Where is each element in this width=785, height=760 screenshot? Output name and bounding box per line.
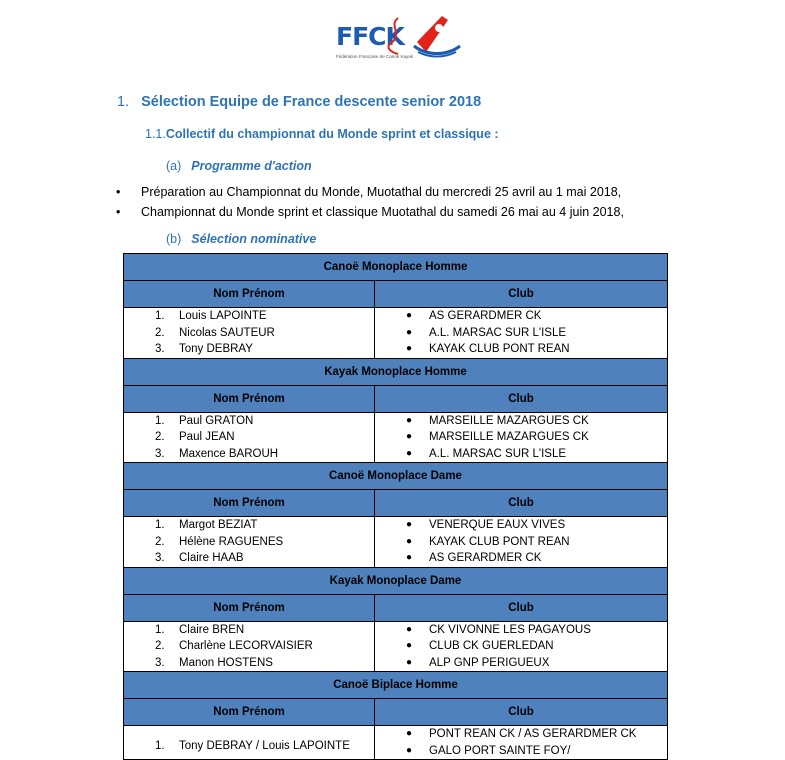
- cell-text: ALP GNP PERIGUEUX: [429, 656, 550, 669]
- column-header-row: [124, 490, 668, 517]
- list-item: [115, 182, 624, 202]
- athlete-name: [124, 446, 374, 463]
- row-number: 2.: [155, 326, 165, 339]
- bullet-icon: •: [116, 185, 121, 199]
- heading-number: 1.: [117, 94, 130, 110]
- cell-text: Manon HOSTENS: [179, 656, 273, 669]
- row-number: 1.: [155, 740, 165, 752]
- club-name: [375, 655, 667, 672]
- club-name: [375, 446, 667, 463]
- athlete-name: [124, 622, 374, 639]
- cell-text: A.L. MARSAC SUR L'ISLE: [429, 326, 567, 339]
- category-row: [124, 358, 668, 385]
- cell-text: MARSEILLE MAZARGUES CK: [429, 431, 589, 443]
- column-header-name: Nom Prénom: [124, 490, 375, 517]
- category-row: [124, 567, 668, 594]
- cell-text: VENERQUE EAUX VIVES: [429, 519, 566, 531]
- bullet-icon: ●: [406, 519, 413, 530]
- bullet-icon: ●: [406, 310, 413, 321]
- section-heading-1: [117, 94, 481, 110]
- clubs-cell: [375, 412, 668, 463]
- club-name: [375, 726, 667, 743]
- club-name: [375, 429, 667, 446]
- athlete-name: [124, 550, 374, 567]
- cell-text: Margot BEZIAT: [179, 519, 258, 531]
- clubs-cell: [375, 308, 668, 359]
- row-number: 3.: [155, 343, 165, 355]
- column-header-name: Nom Prénom: [124, 281, 375, 308]
- category-title: Canoë Monoplace Homme: [124, 254, 668, 281]
- category-row: [124, 463, 668, 490]
- names-cell: [124, 308, 375, 359]
- row-number: 2.: [155, 535, 165, 548]
- cell-text: AS GERARDMER CK: [429, 310, 542, 322]
- bullet-icon: ●: [406, 552, 413, 563]
- club-name: [375, 413, 667, 430]
- heading-number: (a): [166, 159, 182, 173]
- clubs-cell: [375, 621, 668, 672]
- athlete-name: [124, 534, 374, 551]
- athlete-name: [124, 341, 374, 358]
- athlete-name: [124, 325, 374, 342]
- bullet-icon: ●: [406, 447, 413, 459]
- section-heading-1-1: [145, 127, 499, 141]
- athlete-name: [124, 429, 374, 446]
- athletes-row: [124, 412, 668, 463]
- bullet-icon: ●: [406, 623, 413, 635]
- athlete-name: [124, 413, 374, 430]
- club-name: [375, 308, 667, 325]
- column-header-club: Club: [375, 281, 668, 308]
- ffck-wordmark: FFCK: [336, 22, 404, 51]
- athlete-name: [124, 738, 374, 755]
- swirl-icon: [384, 16, 406, 56]
- bullet-icon: ●: [406, 728, 413, 739]
- row-number: 2.: [155, 640, 165, 652]
- column-header-club: Club: [375, 385, 668, 412]
- column-header-name: Nom Prénom: [124, 385, 375, 412]
- row-number: 2.: [155, 431, 165, 443]
- subheading-selection: [166, 232, 316, 246]
- row-number: 1.: [155, 310, 165, 322]
- names-cell: [124, 621, 375, 672]
- cell-text: Tony DEBRAY / Louis LAPOINTE: [179, 740, 350, 752]
- cell-text: Nicolas SAUTEUR: [179, 326, 275, 339]
- club-name: [375, 517, 667, 534]
- heading-text: Sélection Equipe de France descente senior 2018: [141, 94, 482, 110]
- ffck-logo: [336, 10, 466, 62]
- cell-text: KAYAK CLUB PONT REAN: [429, 535, 570, 548]
- column-header-row: [124, 281, 668, 308]
- club-name: [375, 534, 667, 551]
- category-row: [124, 672, 668, 699]
- bullet-icon: ●: [406, 343, 413, 354]
- cell-text: Claire HAAB: [179, 552, 244, 564]
- row-number: 3.: [155, 656, 165, 669]
- category-title: Kayak Monoplace Dame: [124, 567, 668, 594]
- heading-text: Collectif du championnat du Monde sprint et classique :: [165, 127, 499, 141]
- cell-text: Hélène RAGUENES: [179, 535, 284, 548]
- column-header-club: Club: [375, 490, 668, 517]
- bullet-icon: ●: [406, 744, 413, 756]
- bullet-icon: •: [116, 205, 121, 219]
- club-name: [375, 622, 667, 639]
- cell-text: Paul JEAN: [179, 431, 235, 443]
- row-number: 1.: [155, 623, 165, 636]
- clubs-cell: [375, 517, 668, 568]
- names-cell: [124, 517, 375, 568]
- subheading-programme: [166, 159, 312, 173]
- bullet-icon: ●: [406, 414, 413, 426]
- cell-text: MARSEILLE MAZARGUES CK: [429, 414, 589, 427]
- bullet-icon: ●: [406, 326, 413, 338]
- row-number: 3.: [155, 552, 165, 564]
- club-name: [375, 341, 667, 358]
- cell-text: AS GERARDMER CK: [429, 552, 542, 564]
- federation-subtitle: Fédération Française de Canoë Kayak: [336, 54, 414, 59]
- category-title: Canoë Monoplace Dame: [124, 463, 668, 490]
- row-number: 1.: [155, 519, 165, 531]
- club-name: [375, 550, 667, 567]
- cell-text: Tony DEBRAY: [179, 343, 253, 355]
- bullet-icon: ●: [406, 431, 413, 442]
- row-number: 1.: [155, 414, 165, 427]
- athletes-row: [124, 517, 668, 568]
- athlete-name: [124, 308, 374, 325]
- column-header-row: [124, 594, 668, 621]
- club-name: [375, 325, 667, 342]
- column-header-name: Nom Prénom: [124, 699, 375, 726]
- athletes-row: [124, 621, 668, 672]
- cell-text: KAYAK CLUB PONT REAN: [429, 343, 570, 355]
- cell-text: A.L. MARSAC SUR L'ISLE: [429, 447, 567, 460]
- heading-text: Programme d'action: [191, 159, 312, 173]
- athlete-name: [124, 517, 374, 534]
- cell-text: GALO PORT SAINTE FOY/: [429, 744, 571, 757]
- clubs-cell: [375, 726, 668, 760]
- programme-list: [115, 182, 624, 222]
- cell-text: CK VIVONNE LES PAGAYOUS: [429, 623, 591, 636]
- cell-text: Charlène LECORVAISIER: [179, 640, 313, 652]
- bullet-icon: ●: [406, 535, 413, 547]
- category-row: [124, 254, 668, 281]
- category-title: Kayak Monoplace Homme: [124, 358, 668, 385]
- heading-number: 1.1.: [145, 127, 166, 141]
- column-header-row: [124, 385, 668, 412]
- cell-text: Claire BREN: [179, 623, 245, 636]
- athlete-name: [124, 638, 374, 655]
- column-header-row: [124, 699, 668, 726]
- cell-text: Paul GRATON: [179, 414, 254, 427]
- bullet-icon: ●: [406, 640, 413, 651]
- column-header-name: Nom Prénom: [124, 594, 375, 621]
- column-header-club: Club: [375, 594, 668, 621]
- heading-number: (b): [166, 232, 182, 246]
- athlete-name: [124, 655, 374, 672]
- row-number: 3.: [155, 447, 165, 460]
- heading-text: Sélection nominative: [191, 232, 317, 246]
- list-item: [115, 202, 624, 222]
- bullet-icon: ●: [406, 656, 413, 668]
- cell-text: PONT REAN CK / AS GERARDMER CK: [429, 728, 637, 740]
- club-name: [375, 638, 667, 655]
- cell-text: Louis LAPOINTE: [179, 310, 267, 322]
- list-item-text: Championnat du Monde sprint et classique Muotathal du samedi 26 mai au 4 juin 2018,: [141, 205, 624, 219]
- names-cell: [124, 412, 375, 463]
- athletes-row: [124, 308, 668, 359]
- cell-text: Maxence BAROUH: [179, 447, 279, 460]
- selection-table: [123, 253, 668, 760]
- club-name: [375, 743, 667, 760]
- cell-text: CLUB CK GUERLEDAN: [429, 640, 554, 652]
- column-header-club: Club: [375, 699, 668, 726]
- athletes-row: [124, 726, 668, 760]
- canoe-kayak-icon: [412, 12, 462, 58]
- list-item-text: Préparation au Championnat du Monde, Muotathal du mercredi 25 avril au 1 mai 2018,: [141, 185, 622, 199]
- names-cell: [124, 726, 375, 760]
- category-title: Canoë Biplace Homme: [124, 672, 668, 699]
